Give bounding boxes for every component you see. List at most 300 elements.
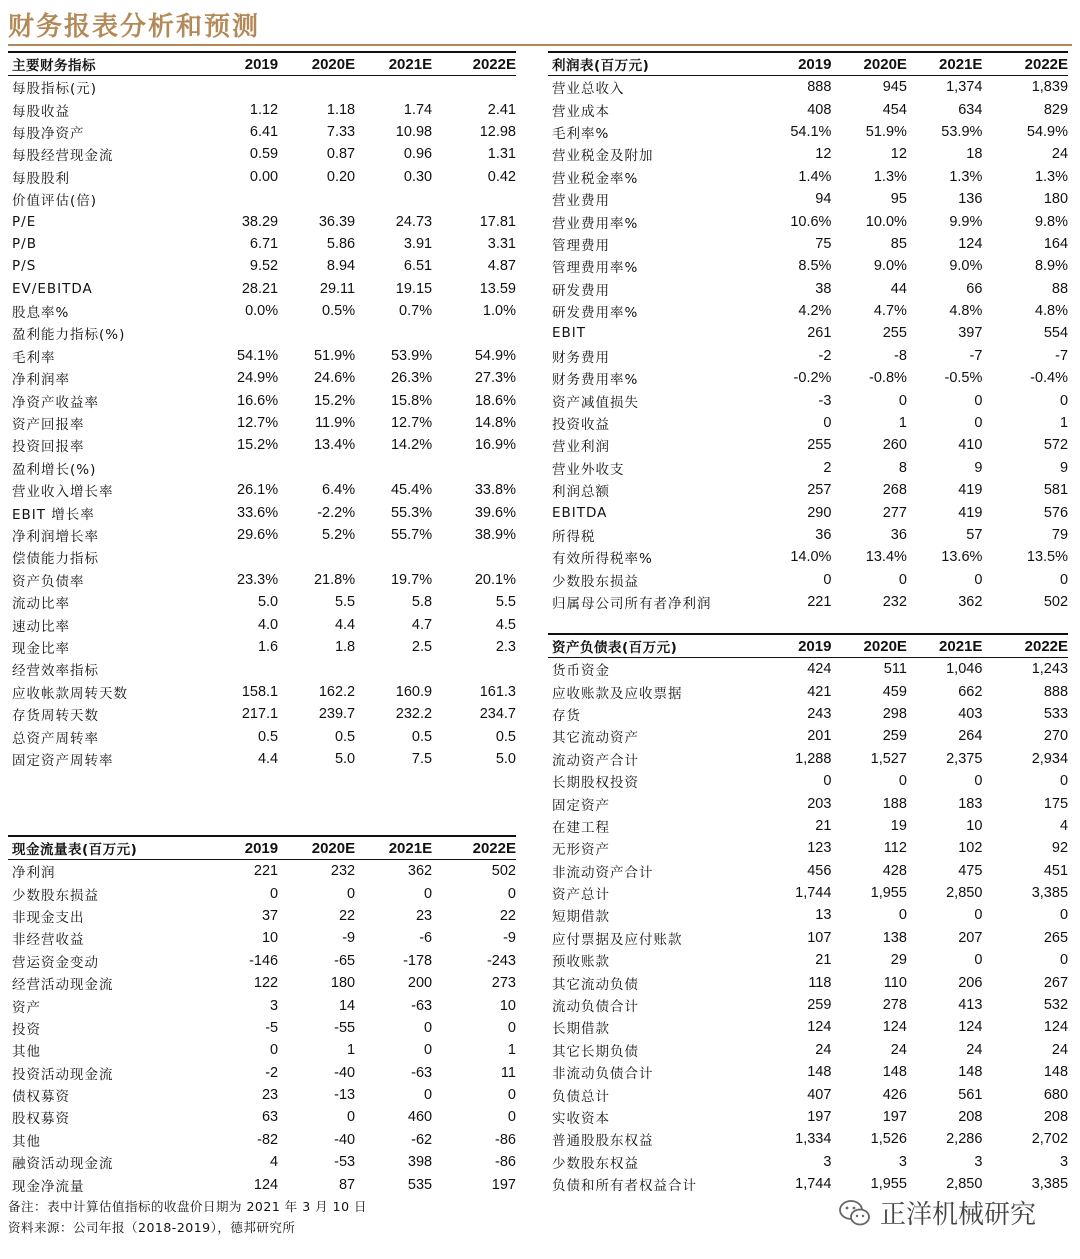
wechat-icon: [838, 1198, 872, 1228]
row-value: 4.8%: [949, 303, 983, 320]
row-value: -9: [342, 930, 356, 947]
row-value: 4.8%: [1034, 303, 1069, 320]
row-value: 11: [500, 1064, 516, 1081]
row-label: 融资活动现金流: [12, 1156, 114, 1173]
row-value: 533: [1043, 705, 1069, 722]
row-value: 122: [253, 975, 279, 992]
row-value: -13: [334, 1087, 356, 1104]
row-value: 9.52: [249, 258, 279, 275]
row-value: 680: [1043, 1086, 1069, 1103]
row-value: -0.5%: [944, 370, 983, 387]
row-value: 1.3%: [949, 168, 983, 185]
row-value: -2: [265, 1064, 279, 1081]
row-value: 13.59: [479, 280, 516, 297]
row-label: 存货周转天数: [12, 708, 99, 725]
row-value: 10.98: [395, 123, 433, 140]
row-value: 290: [807, 504, 832, 521]
row-label: 实收资本: [552, 1111, 610, 1127]
table-row: [8, 860, 516, 882]
row-value: 197: [807, 1109, 832, 1125]
row-value: 24: [815, 1041, 832, 1058]
row-value: 21.8%: [313, 571, 356, 588]
row-label: 股权募资: [12, 1111, 70, 1128]
table-row: [548, 457, 1068, 479]
row-value: 259: [882, 728, 907, 745]
row-value: 44: [890, 280, 907, 297]
row-value: 26.1%: [237, 482, 279, 499]
row-value: 1,955: [870, 885, 907, 902]
column-header: 2022E: [472, 55, 516, 73]
column-header: 2019: [798, 55, 832, 73]
row-label: 应付票据及应付账款: [552, 931, 683, 948]
row-value: 24.73: [395, 213, 433, 230]
row-value: 0.5: [411, 728, 433, 745]
row-label: 营业收入增长率: [12, 484, 114, 501]
row-value: 207: [958, 929, 983, 946]
table-row: [548, 524, 1068, 546]
row-label: 少数股东损益: [12, 887, 99, 904]
table-row: [548, 121, 1068, 143]
row-value: 201: [807, 728, 832, 745]
row-label: 其它长期负债: [552, 1043, 639, 1060]
row-value: -178: [403, 952, 433, 969]
row-value: -3: [818, 392, 832, 409]
row-label: 每股收益: [12, 103, 70, 120]
table-row: [548, 434, 1068, 456]
table-row: [8, 300, 516, 322]
row-value: 17.81: [479, 213, 516, 230]
row-label: 非流动资产合计: [552, 864, 654, 881]
table-row: [548, 1039, 1068, 1061]
row-value: 232.2: [395, 706, 433, 723]
row-value: 407: [807, 1086, 832, 1103]
row-value: 3: [1059, 1153, 1069, 1170]
row-value: 14.8%: [474, 415, 516, 432]
table-row: [548, 927, 1068, 949]
row-value: 4.4: [257, 750, 279, 767]
row-label: 少数股东损益: [552, 573, 639, 590]
row-value: 298: [882, 705, 907, 722]
row-value: 0: [507, 1087, 516, 1104]
row-value: 255: [807, 437, 832, 454]
row-value: 268: [882, 482, 907, 499]
row-value: 200: [407, 975, 433, 992]
row-value: 38.9%: [474, 527, 516, 543]
row-value: 0: [424, 1019, 433, 1036]
row-value: 45.4%: [390, 482, 433, 499]
row-value: 0.5: [495, 728, 516, 745]
row-value: 1: [507, 1042, 516, 1059]
row-value: 264: [958, 728, 983, 745]
table-row: [8, 1017, 516, 1039]
row-value: 2,702: [1031, 1131, 1069, 1148]
row-value: -0.8%: [869, 370, 907, 387]
row-value: 0: [974, 571, 983, 588]
row-value: 4.0: [257, 616, 279, 633]
row-value: 5.5: [495, 594, 516, 611]
table-row: [8, 143, 516, 165]
row-value: 203: [807, 795, 832, 812]
table-row: [8, 501, 516, 523]
row-value: 362: [407, 863, 433, 880]
row-value: 54.1%: [237, 347, 279, 364]
row-value: 16.9%: [474, 437, 516, 454]
row-label: 营业税金及附加: [552, 148, 654, 165]
row-label: 流动资产合计: [552, 752, 639, 769]
row-value: 1.18: [326, 101, 356, 118]
row-value: 2.5: [411, 638, 433, 655]
row-value: 1,955: [870, 1176, 907, 1193]
row-value: 0.30: [403, 168, 433, 185]
row-value: 12.98: [479, 123, 516, 140]
row-value: 0: [347, 885, 356, 902]
row-value: 0: [823, 571, 832, 588]
row-value: 554: [1043, 325, 1069, 342]
row-value: 7.5: [411, 750, 433, 767]
table-row: [8, 658, 516, 680]
row-value: -6: [419, 930, 433, 947]
row-value: 21: [815, 817, 832, 834]
main-indicators-table: [8, 51, 516, 770]
row-value: 454: [882, 101, 907, 118]
table-row: [548, 367, 1068, 389]
row-value: 1,744: [795, 885, 832, 902]
row-value: 188: [882, 795, 907, 812]
row-value: -63: [411, 1064, 433, 1081]
row-value: 14: [338, 997, 356, 1014]
row-value: 24.9%: [237, 370, 279, 387]
row-value: 3: [270, 997, 279, 1014]
table-row: [8, 389, 516, 411]
row-value: 10.6%: [790, 213, 832, 230]
row-label: 固定资产: [552, 797, 610, 814]
row-value: -65: [334, 952, 356, 969]
row-value: 0.42: [487, 168, 516, 185]
row-value: 221: [253, 863, 279, 880]
row-value: 413: [958, 997, 983, 1014]
row-value: 110: [883, 974, 907, 991]
row-label: 在建工程: [552, 819, 610, 836]
row-value: 428: [882, 862, 907, 879]
row-label: P/S: [12, 258, 37, 275]
row-label: 流动负债合计: [552, 999, 639, 1016]
row-value: 24: [1051, 146, 1069, 163]
row-value: 5.5: [334, 594, 356, 611]
row-value: 502: [491, 863, 516, 880]
table-header: [548, 633, 1068, 658]
row-value: 13: [815, 907, 832, 924]
row-value: 124: [807, 1019, 832, 1036]
column-header: 2022E: [1024, 637, 1069, 655]
row-value: 259: [807, 997, 832, 1014]
row-value: 4.87: [487, 258, 516, 275]
table-row: [548, 389, 1068, 411]
column-header: 2020E: [311, 55, 356, 73]
row-value: 257: [807, 482, 832, 499]
column-header: 2021E: [388, 55, 433, 73]
row-value: 12.7%: [390, 415, 433, 432]
row-value: 0: [1059, 952, 1069, 969]
row-label: 管理费用率%: [552, 260, 639, 277]
row-label: 股息率%: [12, 305, 70, 322]
table-row: [548, 278, 1068, 300]
column-header: 2021E: [388, 839, 433, 857]
row-value: 5.86: [326, 235, 356, 252]
row-label: 偿债能力指标: [12, 551, 99, 568]
row-label: 现金净流量: [12, 1178, 85, 1195]
row-value: 6.4%: [322, 482, 356, 499]
row-value: 183: [958, 795, 983, 812]
row-value: 23: [261, 1087, 279, 1104]
column-header: 2022E: [472, 839, 516, 857]
table-row: [548, 76, 1068, 98]
row-value: 94: [815, 191, 832, 208]
table-row: [8, 972, 516, 994]
row-value: 6.71: [249, 235, 279, 252]
row-value: 243: [807, 705, 832, 722]
row-value: 36.39: [318, 213, 356, 230]
row-value: 6.51: [403, 258, 433, 275]
row-label: 长期借款: [552, 1021, 610, 1038]
row-value: 180: [330, 975, 356, 992]
table-row: [8, 188, 516, 210]
table-row: [8, 569, 516, 591]
row-label: 资产: [12, 999, 41, 1016]
table-row: [8, 98, 516, 120]
row-label: 净利润率: [12, 372, 70, 389]
row-value: 532: [1043, 997, 1069, 1014]
row-value: 0: [974, 415, 983, 432]
row-label: 净资产收益率: [12, 394, 99, 411]
row-value: 0: [507, 885, 516, 902]
row-value: 164: [1043, 235, 1069, 252]
row-value: 8: [898, 459, 907, 476]
table-row: [548, 143, 1068, 165]
row-value: 63: [261, 1109, 279, 1126]
row-value: 426: [882, 1086, 907, 1103]
row-value: 0: [507, 1019, 516, 1036]
row-value: 234.7: [479, 706, 516, 723]
row-label: 研发费用率%: [552, 305, 639, 322]
row-value: 535: [407, 1176, 433, 1193]
row-value: 29.6%: [237, 527, 279, 543]
row-label: 非经营收益: [12, 932, 85, 949]
row-label: EBITDA: [552, 504, 608, 521]
column-header: 2021E: [939, 55, 983, 73]
row-value: 232: [330, 863, 356, 880]
row-value: -86: [495, 1154, 516, 1171]
table-row: [548, 1016, 1068, 1038]
row-value: 261: [807, 325, 832, 342]
row-value: 662: [958, 683, 983, 700]
row-value: 2,934: [1031, 750, 1069, 767]
row-value: 1.6: [257, 638, 279, 655]
table-row: [8, 345, 516, 367]
row-label: 非现金支出: [12, 909, 85, 926]
table-row: [548, 233, 1068, 255]
row-value: -55: [334, 1019, 356, 1036]
row-value: 12: [815, 146, 832, 163]
row-value: 21: [815, 952, 832, 969]
row-value: 6.41: [249, 123, 279, 140]
row-label: 财务费用: [552, 349, 610, 366]
row-label: 每股指标(元): [12, 81, 98, 98]
row-value: 206: [958, 974, 983, 991]
row-label: 净利润增长率: [12, 529, 99, 545]
row-value: 3: [974, 1153, 983, 1170]
watermark: [838, 1194, 1036, 1231]
row-value: 54.9%: [1026, 123, 1069, 140]
row-value: 79: [1051, 527, 1069, 543]
table-row: [8, 703, 516, 725]
row-label: 财务费用率%: [552, 372, 639, 389]
table-row: [8, 927, 516, 949]
table-row: [8, 1084, 516, 1106]
row-label: 总资产周转率: [12, 730, 99, 747]
row-value: 4: [1059, 817, 1069, 834]
row-value: 0: [270, 1042, 279, 1059]
row-value: 0.96: [403, 146, 433, 163]
row-value: 138: [882, 929, 907, 946]
row-label: 净利润: [12, 865, 56, 882]
row-value: 419: [958, 504, 983, 521]
table-row: [548, 569, 1068, 591]
row-value: 29: [890, 952, 907, 969]
row-value: 124: [882, 1019, 907, 1036]
row-value: 3.91: [403, 235, 433, 252]
row-label: 归属母公司所有者净利润: [552, 596, 712, 613]
row-label: 债权募资: [12, 1089, 70, 1106]
row-value: -0.2%: [793, 370, 832, 387]
row-value: 197: [491, 1176, 516, 1193]
table-row: [548, 188, 1068, 210]
row-value: 162.2: [318, 683, 356, 700]
row-value: 55.7%: [390, 527, 433, 543]
row-value: 7.33: [326, 123, 356, 140]
table-row: [8, 725, 516, 747]
row-value: -5: [265, 1019, 279, 1036]
row-value: 265: [1043, 929, 1069, 946]
row-value: 37: [261, 907, 279, 924]
column-header: 2019: [244, 839, 279, 857]
table-row: [8, 457, 516, 479]
table-row: [8, 1106, 516, 1128]
table-row: [548, 1106, 1068, 1128]
row-value: 39.6%: [474, 504, 516, 521]
row-label: 每股经营现金流: [12, 148, 114, 165]
row-value: 502: [1043, 594, 1069, 611]
row-value: 3,385: [1031, 1176, 1069, 1193]
table-row: [8, 524, 516, 546]
row-value: 3: [898, 1153, 907, 1170]
row-value: 22: [499, 907, 516, 924]
row-label: 管理费用: [552, 237, 610, 254]
row-label: 货币资金: [552, 663, 610, 680]
table-row: [8, 613, 516, 635]
row-label: EBIT: [552, 325, 587, 342]
row-label: 长期股权投资: [552, 775, 639, 792]
row-label: 非流动负债合计: [552, 1066, 654, 1083]
row-value: 51.9%: [865, 123, 907, 140]
row-value: 278: [882, 997, 907, 1014]
row-value: 124: [253, 1176, 279, 1193]
row-value: 0: [974, 907, 983, 924]
row-value: 175: [1043, 795, 1069, 812]
row-value: 1.12: [249, 101, 279, 118]
row-value: 0.87: [326, 146, 356, 163]
table-row: [548, 1083, 1068, 1105]
row-value: 14.2%: [390, 437, 433, 454]
row-value: 4.7%: [873, 303, 907, 320]
table-row: [8, 1062, 516, 1084]
row-value: 0.0%: [245, 303, 279, 320]
column-header: 2022E: [1024, 55, 1069, 73]
row-value: -82: [257, 1131, 279, 1148]
row-value: 124: [958, 1019, 983, 1036]
row-value: -9: [503, 930, 516, 947]
row-value: 9: [1059, 459, 1069, 476]
balance-sheet-table: [548, 633, 1068, 1195]
row-value: 19: [890, 817, 907, 834]
row-value: 33.8%: [474, 482, 516, 499]
row-value: 572: [1043, 437, 1069, 454]
row-value: 4: [270, 1154, 279, 1171]
row-value: 53.9%: [941, 123, 983, 140]
table-row: [8, 233, 516, 255]
row-value: 0: [424, 885, 433, 902]
row-value: 255: [882, 325, 907, 342]
table-title: 现金流量表(百万元): [12, 842, 138, 858]
row-value: 197: [882, 1109, 907, 1125]
table-row: [548, 748, 1068, 770]
row-value: 451: [1043, 862, 1069, 879]
row-value: 160.9: [395, 683, 433, 700]
row-label: 资产减值损失: [552, 394, 639, 411]
row-value: 1,526: [870, 1131, 907, 1148]
row-value: 3: [823, 1153, 832, 1170]
row-value: 1.3%: [1034, 168, 1069, 185]
row-value: 5.0: [495, 750, 516, 767]
table-row: [548, 971, 1068, 993]
row-value: 0: [1059, 773, 1069, 790]
table-row: [548, 300, 1068, 322]
row-value: 0: [974, 952, 983, 969]
row-value: 634: [958, 101, 983, 118]
row-value: 16.6%: [237, 392, 279, 409]
row-label: 营业总收入: [552, 81, 625, 98]
row-value: 11.9%: [315, 415, 356, 432]
row-value: 124: [1043, 1019, 1069, 1036]
cash-flow-table: [8, 835, 516, 1196]
row-value: 1: [898, 415, 907, 432]
row-value: 0: [898, 907, 907, 924]
row-value: 54.9%: [474, 347, 516, 364]
row-value: 2,375: [946, 750, 983, 767]
row-value: 5.8: [411, 594, 433, 611]
row-value: 0: [898, 773, 907, 790]
row-value: 419: [958, 482, 983, 499]
row-value: 2.3: [495, 638, 516, 655]
column-header: 2020E: [863, 637, 907, 655]
table-row: [8, 210, 516, 232]
row-value: 888: [807, 79, 832, 96]
row-value: 2,850: [946, 1176, 983, 1193]
row-value: 66: [966, 280, 983, 297]
row-label: 营业费用率%: [552, 215, 639, 232]
row-value: -0.4%: [1030, 370, 1069, 387]
row-value: 945: [882, 79, 907, 96]
row-value: 408: [807, 101, 832, 118]
